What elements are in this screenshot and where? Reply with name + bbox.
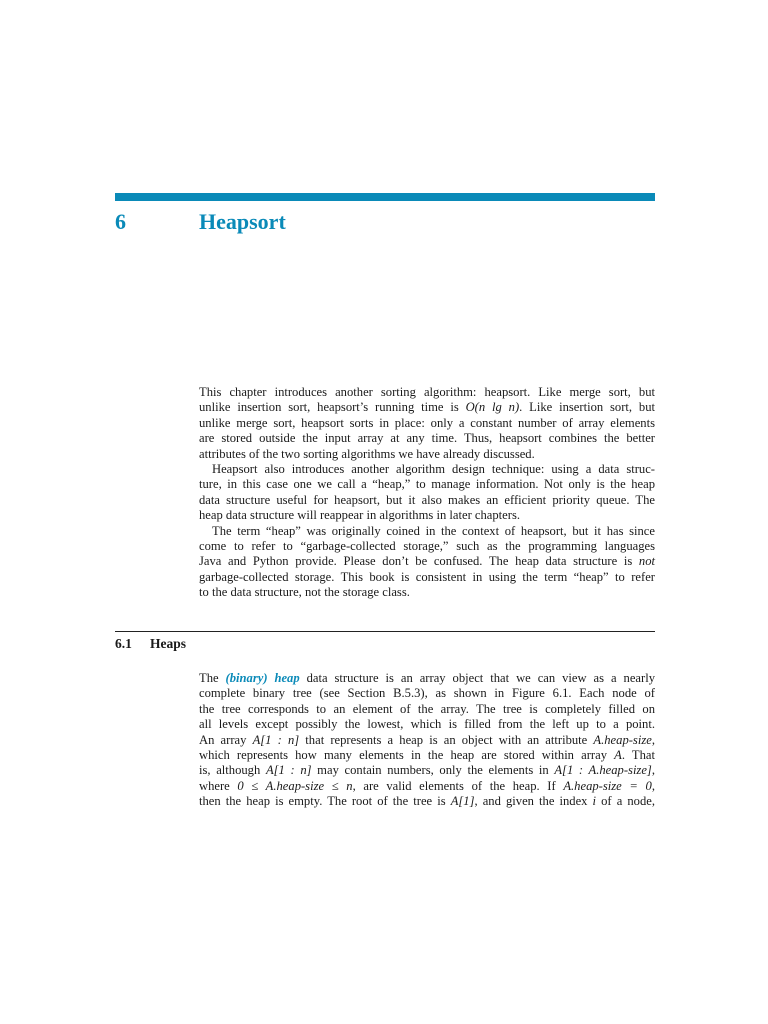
text-line: all levels except possibly the lowest, which is filled from the left up to a point. (199, 717, 655, 732)
text-run: . That (621, 748, 655, 763)
text-line (199, 554, 655, 569)
text-line: are stored outside the input array at any time. Thus, heapsort combines the better (199, 431, 655, 446)
text-run: may contain numbers, only the elements in (311, 763, 555, 778)
text-line (199, 779, 655, 794)
text-line: garbage-collected storage. This book is consistent in using the term “heap” to refer (199, 569, 655, 584)
intro-paragraph-3 (199, 524, 655, 601)
text-run: then the heap is empty. The root of the tree is (199, 794, 451, 809)
text-run: . Like insertion sort, but (519, 400, 655, 415)
text-run: of a node, (596, 794, 655, 809)
text-run: , (651, 778, 655, 793)
text-line: attributes of the two sorting algorithms we have already discussed. (199, 446, 535, 461)
emphasis-not: not (638, 554, 655, 569)
math-heap-size-bounds: 0 ≤ A.heap-size ≤ n (237, 778, 353, 793)
chapter-number: 6 (115, 209, 126, 234)
math-heap-size-zero: A.heap-size = 0 (563, 778, 652, 793)
section-title: Heaps (150, 636, 187, 651)
text-line (199, 671, 655, 686)
math-a: A (614, 748, 622, 763)
chapter-title: Heapsort (199, 209, 286, 234)
text-run: , (651, 763, 655, 778)
text-line: The term “heap” was originally coined in the context of heapsort, but it has since (212, 523, 655, 538)
math-heap-size: A.heap-size (593, 732, 652, 747)
text-run: is, although (199, 763, 266, 778)
chapter-rule (115, 193, 655, 201)
text-line (199, 794, 655, 809)
math-subarray: A[1 : A.heap-size] (554, 763, 652, 778)
chapter-intro (199, 385, 655, 601)
text-line: the tree corresponds to an element of the array. The tree is completely filled on (199, 701, 655, 716)
text-line (199, 763, 655, 778)
defined-term-binary-heap: (binary) heap (225, 671, 300, 685)
math-array: A[1 : n] (265, 763, 312, 778)
math-array: A[1 : n] (252, 732, 300, 747)
intro-paragraph-1 (199, 385, 655, 462)
text-line: complete binary tree (see Section B.5.3), as shown in Figure 6.1. Each node of (199, 686, 655, 701)
text-run: An array (199, 732, 253, 747)
text-run: , are valid elements of the heap. If (352, 778, 564, 793)
text-line: ture, in this case one we call a “heap,” to manage information. Not only is the heap (199, 477, 655, 492)
math-index-i: i (592, 794, 597, 809)
text-run: data structure is an array object that we can view as a nearly (299, 671, 656, 685)
text-run: which represents how many elements in the heap are stored within array (199, 748, 615, 763)
math-running-time: O(n lg n) (465, 400, 520, 415)
text-line: data structure useful for heapsort, but it also makes an efficient priority queue. The (199, 492, 655, 507)
text-line: heap data structure will reappear in algorithms in later chapters. (199, 508, 521, 523)
text-run: The (199, 671, 226, 685)
text-run: where (199, 778, 238, 793)
text-run: unlike insertion sort, heapsort’s running time is (199, 400, 466, 415)
section-rule (115, 631, 655, 632)
math-root: A[1] (450, 794, 475, 809)
text-line (199, 748, 655, 763)
text-line (199, 733, 655, 748)
text-line: to the data structure, not the storage class. (199, 585, 410, 600)
text-run: Java and Python provide. Please don’t be confused. The heap data structure is (199, 554, 639, 569)
heaps-paragraph-text (199, 671, 655, 810)
text-line: Heapsort also introduces another algorithm design technique: using a data struc- (212, 462, 655, 477)
intro-paragraph-2 (199, 462, 655, 524)
text-line (199, 400, 655, 415)
text-run: that represents a heap is an object with an attribute (299, 732, 594, 747)
text-run: , and given the index (474, 794, 593, 809)
heaps-paragraph (199, 671, 655, 810)
section-number: 6.1 (115, 636, 132, 651)
text-line: come to refer to “garbage-collected storage,” such as the programming languages (199, 539, 655, 554)
text-run: , (651, 732, 655, 747)
text-line: This chapter introduces another sorting algorithm: heapsort. Like merge sort, but (199, 385, 655, 399)
text-line: unlike merge sort, heapsort sorts in place: only a constant number of array elements (199, 415, 655, 430)
